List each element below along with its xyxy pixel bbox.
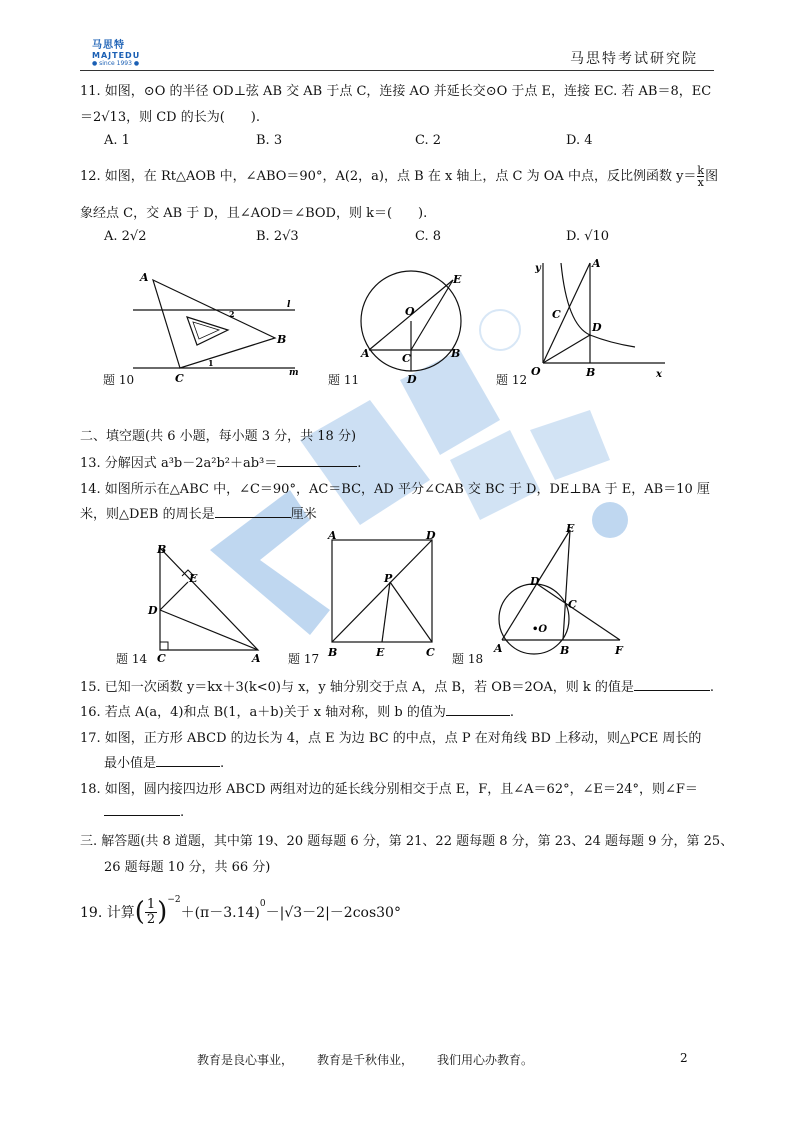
fig14-line-ad xyxy=(160,610,258,650)
q16-end: . xyxy=(509,705,514,720)
q17-line2 xyxy=(104,752,224,771)
fig18-label-f: F xyxy=(615,644,623,657)
caption-fig11: 题 11 xyxy=(328,373,360,387)
fig17-aux xyxy=(332,540,390,582)
q15-blank xyxy=(634,678,710,691)
fig11-label-o: O xyxy=(405,305,415,318)
company-logo xyxy=(92,36,150,67)
footer-slogan-1: 教育是良心事业， xyxy=(197,1053,294,1067)
q19-part2: ＋(π－3.14) xyxy=(180,905,260,921)
fig17-line-pe xyxy=(382,582,390,642)
q14-blank xyxy=(215,505,291,518)
fig12-line-oa xyxy=(543,263,590,363)
q11-option-a: A. 1 xyxy=(104,133,130,148)
section3-line2: 26 题每题 10 分，共 66 分) xyxy=(104,860,271,875)
q12-line2: 象经点 C，交 AB 于 D，且∠AOD＝∠BOD，则 k＝( ). xyxy=(80,206,428,221)
q12-line1-text: 12. 如图，在 Rt△AOB 中，∠ABO＝90°，A(2，a)，点 B 在 x 轴上，点 C 为 OA 中点，反比例函数 y＝ xyxy=(80,169,697,184)
caption-fig14: 题 14 xyxy=(116,652,148,666)
fig17-label-p: P xyxy=(384,572,393,585)
fig11-label-e: E xyxy=(453,273,462,286)
q11-line2: ＝2√13，则 CD 的长为( ). xyxy=(80,110,261,125)
figure-18 xyxy=(488,522,628,657)
fig18-label-c: C xyxy=(568,598,577,611)
q16-text: 16. 若点 A(a，4)和点 B(1，a＋b)关于 x 轴对称，则 b 的值为 xyxy=(80,705,446,720)
fig10-label-1: 1 xyxy=(208,358,214,368)
fig10-label-a: A xyxy=(140,271,149,284)
logo-text: 马思特 xyxy=(92,40,125,51)
fig10-label-b: B xyxy=(277,333,287,346)
fig18-label-d: D xyxy=(530,575,540,588)
q17-text: 最小值是 xyxy=(104,756,157,771)
q14-line1: 14. 如图所示在△ABC 中，∠C＝90°，AC＝BC，AD 平分∠CAB 交 BC 于 D，DE⊥BA 于 E，AB＝10 厘 xyxy=(80,482,710,497)
fig17-label-d: D xyxy=(426,530,436,542)
q19-part3: －|√3－2|－2cos30° xyxy=(265,905,401,921)
fig17-label-e: E xyxy=(376,646,385,659)
fig17-diagonal-bd xyxy=(332,540,432,642)
q11-option-d: D. 4 xyxy=(566,133,593,148)
fig14-label-a: A xyxy=(252,652,261,665)
fig12-label-c: C xyxy=(552,308,561,321)
fig11-label-b: B xyxy=(451,347,461,360)
q12-option-b: B. 2√3 xyxy=(256,229,299,244)
q19-exp1: −2 xyxy=(167,895,181,905)
fig12-label-a: A xyxy=(592,257,601,270)
fig14-line-de xyxy=(160,582,188,610)
fig18-label-a: A xyxy=(494,642,503,655)
fig14-triangle xyxy=(160,548,258,650)
q17-line1: 17. 如图，正方形 ABCD 的边长为 4，点 E 为边 BC 的中点，点 P 在对角线 BD 上移动，则△PCE 周长的 xyxy=(80,731,702,746)
fig14-right-angle-c xyxy=(160,642,168,650)
figure-14 xyxy=(140,540,270,665)
q18-line2 xyxy=(104,803,184,820)
caption-fig18: 题 18 xyxy=(452,652,484,666)
q17-blank xyxy=(156,754,220,767)
q12-frac-num: k xyxy=(697,164,705,177)
q12-fraction xyxy=(697,165,704,188)
q18-end: . xyxy=(180,805,185,820)
fig12-label-x: x xyxy=(656,369,662,380)
q19-prefix: 19. 计算 xyxy=(80,905,135,921)
q13-line xyxy=(80,452,361,471)
q13-text: 13. 分解因式 a³b－2a²b²＋ab³＝ xyxy=(80,456,278,471)
q19-exp2: 0 xyxy=(259,899,266,909)
q14-text: 米，则△DEB 的周长是 xyxy=(80,507,215,522)
institute-name: 马思特考试研究院 xyxy=(570,51,698,67)
footer-slogan-2: 教育是千秋伟业， xyxy=(317,1053,414,1067)
figure-11 xyxy=(355,265,475,385)
logo-since: ● since 1993 ● xyxy=(92,60,140,67)
q11-option-b: B. 3 xyxy=(256,133,283,148)
fig11-label-d: D xyxy=(407,373,417,385)
q12-line1-end: 图 xyxy=(705,169,719,184)
q12-option-c: C. 8 xyxy=(415,229,442,244)
fig18-circle xyxy=(499,584,569,654)
fig18-label-e: E xyxy=(566,522,575,535)
q19-paren-close: ) xyxy=(157,897,168,927)
fig18-line-df xyxy=(537,584,620,640)
logo-en: MAJTEDU xyxy=(92,51,141,60)
q15-end: . xyxy=(709,680,715,695)
section2-title: 二、填空题(共 6 小题，每小题 3 分，共 18 分) xyxy=(80,429,357,444)
fig10-label-2: 2 xyxy=(229,309,235,319)
fig18-label-b: B xyxy=(560,644,570,657)
q14-line2 xyxy=(80,503,317,522)
caption-fig10: 题 10 xyxy=(103,373,135,387)
fig14-label-b: B xyxy=(157,543,167,556)
fig10-label-m: m xyxy=(289,368,299,378)
figure-10 xyxy=(125,265,305,390)
q12-option-a: A. 2√2 xyxy=(104,229,147,244)
page-number: 2 xyxy=(680,1051,688,1065)
fig10-label-c: C xyxy=(175,372,184,385)
q19-fraction xyxy=(145,898,157,927)
q13-blank xyxy=(277,454,357,467)
q19-expression xyxy=(80,895,401,927)
fig17-label-a: A xyxy=(328,530,337,542)
q19-frac-num: 1 xyxy=(146,896,156,912)
q16-blank xyxy=(446,703,510,716)
q12-line1 xyxy=(80,165,718,188)
q17-end: . xyxy=(220,756,225,771)
fig14-label-e: E xyxy=(189,572,198,585)
figure-17 xyxy=(320,530,445,660)
fig11-label-c: C xyxy=(402,352,411,365)
figure-12 xyxy=(525,255,670,380)
fig17-line-pc xyxy=(390,582,432,642)
fig12-hyperbola xyxy=(561,263,635,347)
header-divider xyxy=(80,70,714,71)
q15-text: 15. 已知一次函数 y＝kx＋3(k<0)与 x，y 轴分别交于点 A，点 B，若 OB＝2OA，则 k 的值是 xyxy=(80,680,634,695)
q16-line xyxy=(80,701,514,720)
fig14-label-c: C xyxy=(157,652,166,665)
fig12-label-d: D xyxy=(592,321,602,334)
section3-line1: 三. 解答题(共 8 道题，其中第 19、20 题每题 6 分，第 21、22 题每题 8 分，第 23、24 题每题 9 分，第 25、 xyxy=(80,834,734,849)
fig17-label-b: B xyxy=(328,646,338,659)
fig12-label-o: O xyxy=(531,365,541,378)
q19-paren-open: ( xyxy=(134,897,145,927)
fig11-label-a: A xyxy=(361,347,370,360)
fig10-triangle xyxy=(153,280,275,368)
q19-frac-den: 2 xyxy=(146,911,156,927)
q18-blank xyxy=(104,803,180,816)
caption-fig17: 题 17 xyxy=(288,652,320,666)
q11-option-c: C. 2 xyxy=(415,133,442,148)
q13-end: . xyxy=(357,456,362,471)
fig17-label-c: C xyxy=(426,646,435,659)
fig12-label-b: B xyxy=(586,366,596,379)
fig14-label-d: D xyxy=(148,604,158,617)
q14-unit: 厘米 xyxy=(290,507,317,522)
fig18-label-o: •O xyxy=(532,624,548,635)
fig12-label-y: y xyxy=(535,263,541,274)
q15-line xyxy=(80,676,714,695)
footer-slogan-3: 我们用心办教育。 xyxy=(437,1053,534,1067)
fig10-inner-triangle xyxy=(187,317,228,345)
caption-fig12: 题 12 xyxy=(496,373,528,387)
fig10-label-l: l xyxy=(287,300,291,310)
q12-frac-den: x xyxy=(697,176,704,189)
q11-line1: 11. 如图，⊙O 的半径 OD⊥弦 AB 交 AB 于点 C，连接 AO 并延长交⊙O 于点 E，连接 EC. 若 AB＝8，EC xyxy=(80,84,712,99)
fig11-line-ec xyxy=(411,280,453,350)
q18-line1: 18. 如图，圆内接四边形 ABCD 两组对边的延长线分别相交于点 E，F，且∠A＝62°，∠E＝24°，则∠F＝ xyxy=(80,782,698,797)
q12-option-d: D. √10 xyxy=(566,229,610,244)
